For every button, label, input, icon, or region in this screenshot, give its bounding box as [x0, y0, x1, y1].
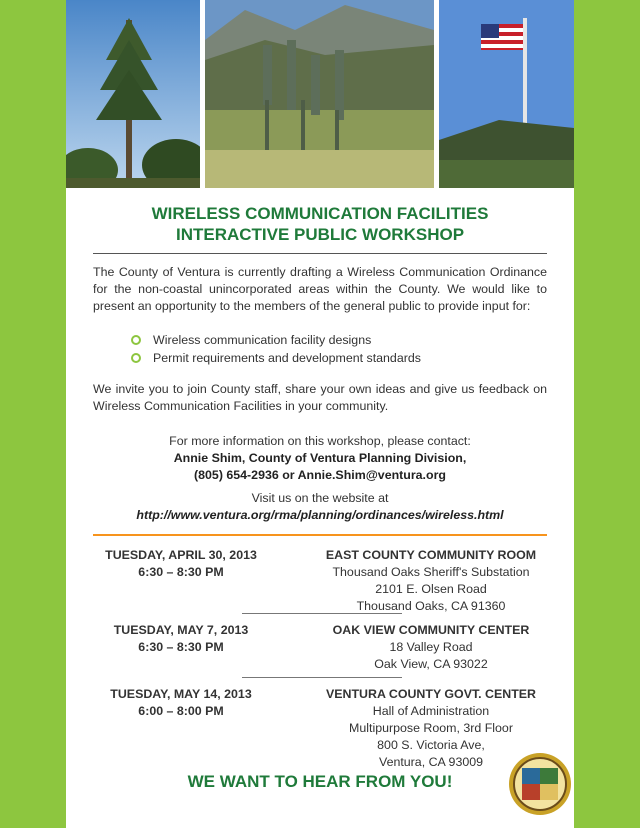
schedule-divider	[93, 534, 547, 536]
intro-paragraph: The County of Ventura is currently drafting a Wireless Communication Ordinance for the non-coastal unincorporated areas within the County. We would like to present an opportunity to the members of the general public to provide input for:	[93, 265, 547, 313]
call-to-action: WE WANT TO HEAR FROM YOU!	[187, 772, 453, 791]
venue-address-line: Hall of Administration	[372, 704, 490, 718]
pine-tree-tower-photo	[66, 0, 200, 188]
list-item-text: Permit requirements and development standards	[153, 351, 421, 365]
flyer-page	[66, 0, 574, 828]
workshop-2-time: 6:30 – 8:30 PM	[138, 640, 224, 654]
mountain-antenna-photo	[205, 0, 434, 188]
venue-name: EAST COUNTY COMMUNITY ROOM	[325, 548, 537, 562]
venue-address-line: Multipurpose Room, 3rd Floor	[349, 721, 513, 735]
input-topics-list	[131, 331, 421, 367]
workshop-divider	[242, 613, 402, 614]
list-item-text: Wireless communication facility designs	[153, 333, 372, 347]
workshop-2-venue	[296, 622, 566, 673]
title-line-1: WIRELESS COMMUNICATION FACILITIES	[151, 204, 489, 223]
venue-address-line: Oak View, CA 93022	[374, 657, 488, 671]
workshop-3-date: TUESDAY, MAY 14, 2013	[110, 687, 252, 701]
flagpole-tower-photo	[439, 0, 574, 188]
workshop-divider	[242, 677, 402, 678]
venue-address-line: 2101 E. Olsen Road	[375, 582, 487, 596]
workshop-3-time: 6:00 – 8:00 PM	[138, 704, 224, 718]
county-seal-icon	[508, 752, 572, 816]
circle-outline-icon	[131, 335, 141, 345]
venue-address-line: 18 Valley Road	[389, 640, 473, 654]
title-line-2: INTERACTIVE PUBLIC WORKSHOP	[175, 225, 465, 244]
workshop-1-date: TUESDAY, APRIL 30, 2013	[105, 548, 257, 562]
contact-lead: For more information on this workshop, please contact:	[169, 434, 471, 448]
website-lead: Visit us on the website at	[251, 491, 389, 505]
venue-name: VENTURA COUNTY GOVT. CENTER	[326, 687, 536, 701]
circle-outline-icon	[131, 353, 141, 363]
workshop-1-time: 6:30 – 8:30 PM	[138, 565, 224, 579]
workshop-2-date: TUESDAY, MAY 7, 2013	[113, 623, 249, 637]
photo-strip	[66, 0, 574, 188]
contact-phone-email[interactable]: (805) 654-2936 or Annie.Shim@ventura.org	[194, 468, 446, 482]
contact-name: Annie Shim, County of Ventura Planning Division,	[173, 451, 467, 465]
venue-name: OAK VIEW COMMUNITY CENTER	[332, 623, 530, 637]
title-divider	[93, 253, 547, 254]
venue-address-line: 800 S. Victoria Ave,	[377, 738, 485, 752]
venue-address-line: Ventura, CA 93009	[378, 755, 484, 769]
workshop-1-venue	[296, 547, 566, 615]
website-link[interactable]: http://www.ventura.org/rma/planning/ordinances/wireless.html	[136, 508, 504, 522]
invite-paragraph: We invite you to join County staff, share your own ideas and give us feedback on Wireless Communication Facilities in your community.	[93, 382, 547, 413]
list-item	[131, 349, 421, 367]
venue-address-line: Thousand Oaks, CA 91360	[356, 599, 506, 613]
list-item	[131, 331, 421, 349]
venue-address-line: Thousand Oaks Sheriff's Substation	[332, 565, 530, 579]
